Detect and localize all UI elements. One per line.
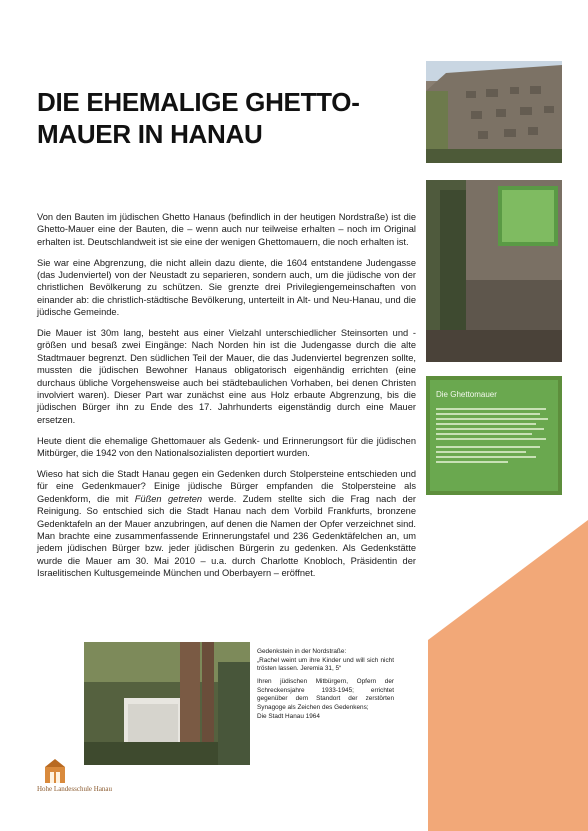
page-title — [37, 86, 427, 150]
caption-line-1: Gedenkstein in der Nordstraße: — [257, 648, 347, 655]
caption-block-1 — [257, 648, 394, 674]
title-line-1: DIE EHEMALIGE GHETTO- — [37, 87, 360, 117]
title-line-2: MAUER IN HANAU — [37, 119, 263, 149]
photo-caption — [257, 648, 394, 726]
paragraph-5-part-1: Wieso hat sich die Stadt Hanau gegen ein Gedenken durch Stolpersteine entschieden und für eine Gedenkmauer? Einige jüdische Bürger empfanden die Stolpersteine als Gedenkform, die mit — [37, 468, 416, 504]
paragraph-3: Die Mauer ist 30m lang, besteht aus einer Vielzahl unterschiedlicher Steinsorten und -größen und besaß zwei Eingänge: Nach Norden hin ist die Judengasse durch die alte Stadtmauer begrenzt. Den südlichen Teil der Mauer, die das Judenviertel begrenzen sollte, mussten die jüdischen Bewohner Hanaus obligatorisch eigenhändig errichten (eine durchaus übliche Vorgehensweise auch bei städtebaulichen Vorhaben, bei denen Christen involviert waren). Dieser Part war zunächst eine aus Holz erbaute Abgrenzung, bis die jüdischen Bürger ihn zu Ende des 17. Jahrhunderts eigenständig durch eine Mauer ersetzen. — [37, 328, 416, 425]
photo-wall-with-plaque — [426, 180, 562, 362]
paragraph-5-emphasis: Füßen getreten — [134, 493, 203, 504]
photo-memorial-stone — [84, 642, 250, 765]
school-name: Hohe Landesschule Hanau — [37, 785, 113, 793]
caption-quote: „Rachel weint um ihre Kinder und will sich nicht trösten lassen. Jeremia 31, 5“ — [257, 656, 394, 673]
school-building-icon — [43, 757, 67, 783]
caption-dedication: Ihren jüdischen Mitbürgern, Opfern der Schreckensjahre 1933-1945; errichtet gegenüber dem Standort der zerstörten Synagoge als Zeichen des Gedenkens; — [257, 678, 394, 712]
body-text — [37, 211, 416, 588]
caption-block-2 — [257, 678, 394, 721]
paragraph-5-part-2: werde. Zudem stellte sich die Frag nach der Reinigung. So entschied sich die Stadt Hanau nach dem Vorbild Frankfurts, bronzene Gedenktafeln an der Mauer anzubringen, auf denen die Namen der Opfer verzeichnet sind. Man brachte eine zusammenfassende Erinnerungstafel und 236 Gedenktäfelchen an, um jedem jüdischen Bürger bzw. jeder jüdischen Bürgerin zu gedenken. Als Gedenkstätte wurde die Mauer am 30. Mai 2010 – u.a. durch Charlotte Knobloch, Präsidentin der Israelitischen Kultusgemeinde München und Oberbayern – eröffnet. — [37, 493, 416, 579]
paragraph-2: Sie war eine Abgrenzung, die nicht allein dazu diente, die 1604 entstandene Judengasse (das Judenviertel) von der Neustadt zu separieren, sondern auch, um die jüdische von der christlichen Bevölkerung zu schützen. Sie grenzte drei Privilegiengemeinschaften von einander ab: die christlich-städtische Bevölkerung, unterteilt in Alt- und Neu-Hanau, und die jüdische Gemeinde. — [37, 257, 416, 318]
sign-title: Die Ghettomauer — [436, 390, 497, 399]
photo-stone-wall — [426, 61, 562, 163]
paragraph-1: Von den Bauten im jüdischen Ghetto Hanaus (befindlich in der heutigen Nordstraße) ist die Ghetto-Mauer eine der Bauten, die – wenn auch nur teilweise erhalten – noch im Original erhalten ist. Deutschlandweit ist sie eine der wenigen Ghettomauern, die noch erhalten ist. — [37, 212, 416, 247]
paragraph-4: Heute dient die ehemalige Ghettomauer als Gedenk- und Erinnerungsort für die jüdischen Mitbürger, die 1942 von den Nationalsozialisten deportiert wurden. — [37, 435, 416, 459]
caption-signature: Die Stadt Hanau 1964 — [257, 712, 320, 720]
paragraph-5 — [37, 468, 416, 580]
school-logo — [37, 757, 127, 797]
photo-green-sign — [426, 376, 562, 495]
